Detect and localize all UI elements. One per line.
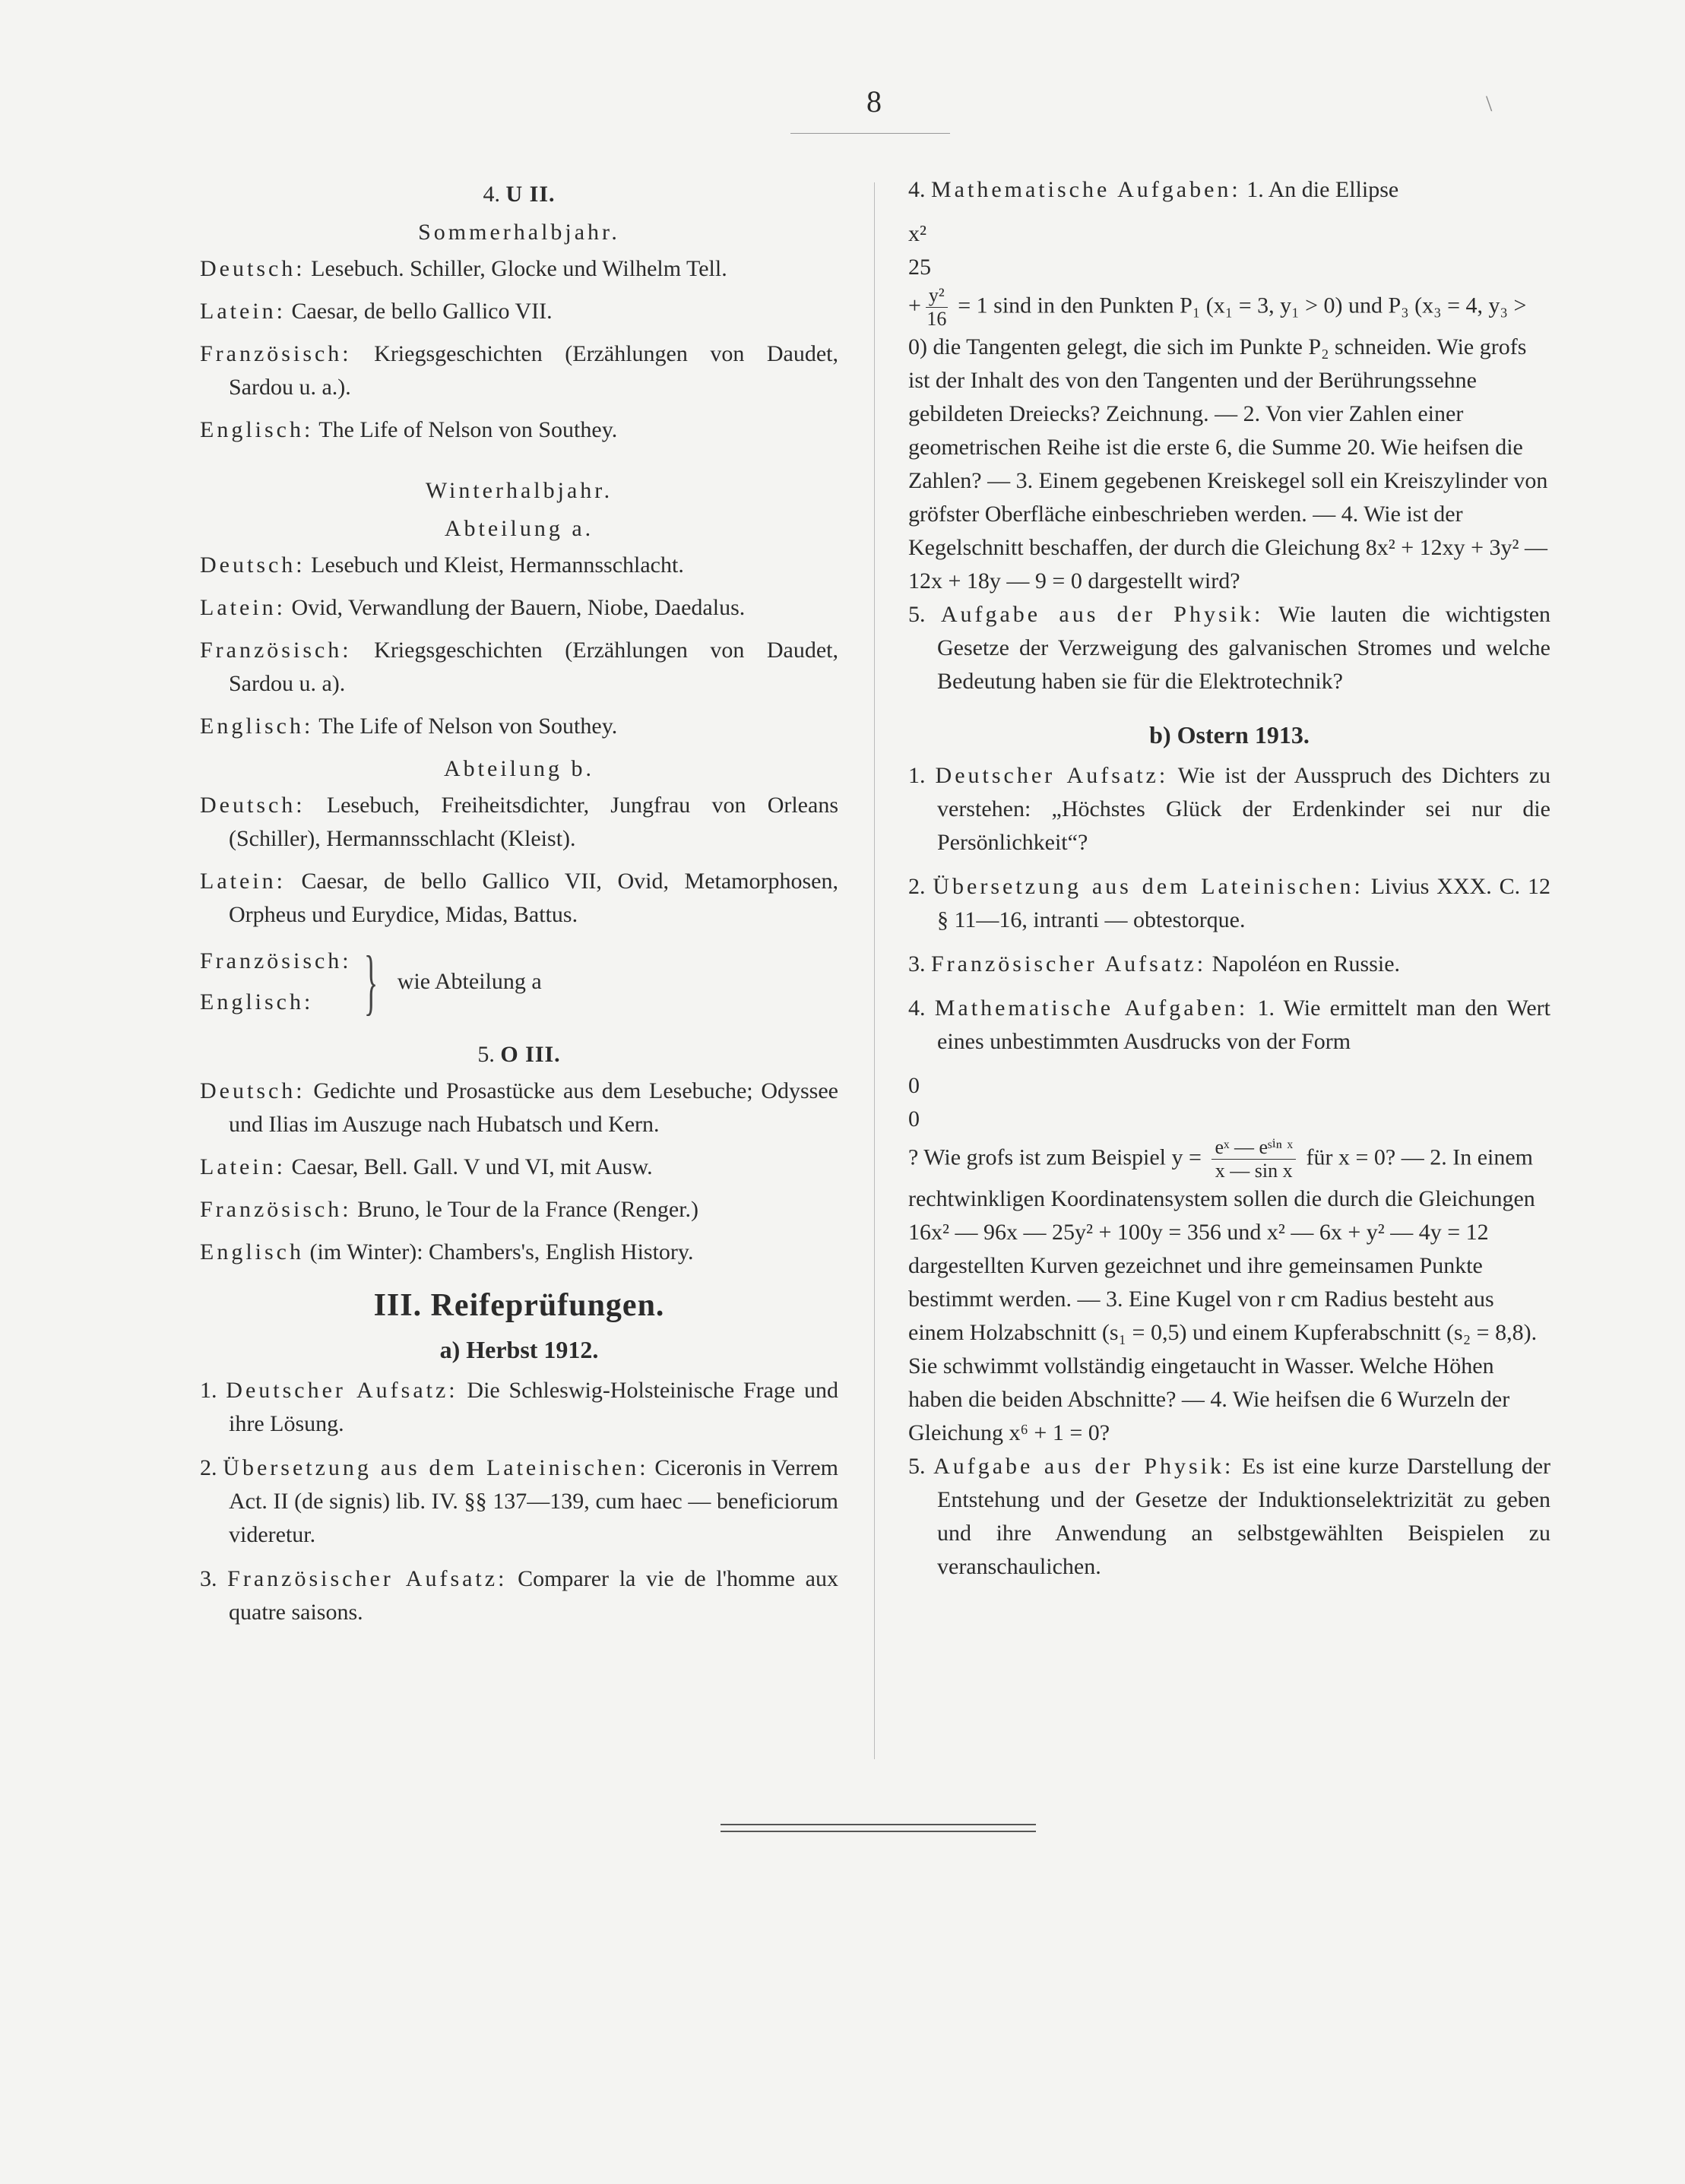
subject-label: Deutsch: <box>200 793 306 818</box>
item-text: 1. An die Ellipse <box>1240 177 1399 202</box>
item-number: 1. <box>908 763 926 788</box>
curriculum-entry <box>200 295 838 328</box>
item-text: Wie lauten die wichtigsten Gesetze der Verzweigung des galvanischen Stromes und welche Bedeutung haben sie für die Elektrotechnik? <box>937 602 1551 694</box>
item-text: = 1 sind in den Punkten P₁ (x₁ = 3, y₁ > 0) und P₃ (x₃ = 4, y₃ > 0) die Tangenten gelegt, die sich im Punkte P₂ schneiden. Wie grofs ist der Inhalt des von den Tangenten und der Berührungssehne gebildeten Dreiecks? Zeichnung. — 2. Von vier Zahlen einer geometrischen Reihe ist die erste 6, die Summe 20. Wie heifsen die Zahlen? — 3. Einem gegebenen Kreiskegel soll ein Kreiszylinder von gröfster Oberfläche einbeschrieben werden. — 4. Wie ist der Kegelschnitt beschaffen, der durch die Gleichung 8x² + 12xy + 3y² — 12x + 18y — 9 = 0 dargestellt wird? <box>908 293 1548 593</box>
item-label: Mathematische Aufgaben: <box>931 177 1241 202</box>
fraction-numerator: y² <box>926 284 948 308</box>
curriculum-entry <box>200 252 838 286</box>
item-text: ? Wie grofs ist zum Beispiel y = <box>908 1144 1202 1170</box>
division-heading: Abteilung a. <box>444 516 594 541</box>
section-number: 4. <box>483 182 500 207</box>
item-number: 2. <box>908 874 926 899</box>
exam-item <box>908 870 1550 937</box>
exam-item <box>200 1374 838 1441</box>
item-number: 5. <box>908 1454 926 1479</box>
item-number: 3. <box>200 1566 217 1591</box>
item-number: 5. <box>908 602 926 627</box>
curriculum-entry <box>200 591 838 625</box>
fraction-denominator: 0 <box>908 1106 920 1132</box>
curriculum-entry <box>200 413 838 447</box>
curriculum-entry <box>200 1075 838 1141</box>
subject-label: Französisch: <box>200 1197 352 1222</box>
subject-label: Französisch: <box>200 341 352 366</box>
exam-item <box>200 1451 838 1552</box>
fraction-denominator: 16 <box>926 308 947 330</box>
subject-label: Französisch: <box>200 948 352 973</box>
footer-rule <box>721 1824 1036 1825</box>
entry-text: Lesebuch und Kleist, Hermannsschlacht. <box>305 552 684 578</box>
item-text: für x = 0? — 2. In einem rechtwinkligen Koordinatensystem sollen die durch die Gleichungen 16x² — 96x — 25y² + 100y = 356 und x² — 6x + y² — 4y = 12 dargestellten Kurven gezeichnet und ihre gemeinsamen Punkte bestimmt werden. — 3. Eine Kugel von r cm Radius besteht aus einem Holzabschnitt (s₁ = 0,5) und einem Kupferabschnitt (s₂ = 8,8). Sie schwimmt vollständig eingetaucht in Wasser. Welche Höhen haben die beiden Abschnitte? — 4. Wie heifsen die 6 Wurzeln der Gleichung x⁶ + 1 = 0? <box>908 1144 1538 1445</box>
entry-text: Gedichte und Prosastücke aus dem Lesebuche; Odyssee und Ilias im Auszuge nach Hubatsch und Kern. <box>229 1078 838 1137</box>
item-number: 4. <box>908 995 926 1021</box>
item-text: Comparer la vie de l'homme aux quatre saisons. <box>229 1566 838 1625</box>
fraction-denominator: x — sin x <box>1215 1160 1293 1182</box>
subject-label: Englisch <box>200 1239 304 1265</box>
subject-label: Englisch: <box>200 989 314 1014</box>
subject-label: Latein: <box>200 1154 286 1179</box>
fraction <box>1211 1136 1296 1182</box>
exam-item-physics-1913 <box>908 1450 1550 1584</box>
curriculum-entry <box>200 865 838 932</box>
subject-label: Deutsch: <box>200 552 306 578</box>
left-column <box>200 173 838 1640</box>
entry-text: Caesar, de bello Gallico VII. <box>285 299 553 324</box>
item-label: Aufgabe aus der Physik: <box>940 602 1264 627</box>
item-label: Französischer Aufsatz: <box>931 951 1207 976</box>
braced-entry <box>200 941 838 1023</box>
item-text: Es ist eine kurze Darstellung der Entstehung und der Gesetze der Induktionselektrizität zu geben und ihre Anwendung an selbstgewählten Beispielen zu veranschaulichen. <box>937 1454 1551 1579</box>
subheading-herbst: a) Herbst 1912. <box>439 1336 599 1363</box>
curriculum-entry <box>200 1236 838 1269</box>
page-number: 8 <box>866 84 882 119</box>
brace-symbol: } <box>363 941 378 1022</box>
item-label: Deutscher Aufsatz: <box>935 763 1169 788</box>
entry-text: Lesebuch. Schiller, Glocke und Wilhelm Tell. <box>305 256 727 281</box>
fraction-denominator: 25 <box>908 255 931 280</box>
entry-text: The Life of Nelson von Southey. <box>313 714 618 739</box>
item-label: Mathematische Aufgaben: <box>934 995 1249 1021</box>
section-number: 5. <box>477 1042 495 1067</box>
entry-text: Ovid, Verwandlung der Bauern, Niobe, Daedalus. <box>285 595 746 620</box>
column-divider <box>874 182 875 1759</box>
item-text: Wie ist der Ausspruch des Dichters zu verstehen: „Höchstes Glück der Erdenkinder sei nur die Persönlichkeit“? <box>937 763 1550 855</box>
section-5-heading <box>200 1038 838 1071</box>
curriculum-entry <box>200 1151 838 1184</box>
class-name: U II. <box>505 182 556 207</box>
subject-label: Englisch: <box>200 417 314 442</box>
item-text: Ciceronis in Verrem Act. II (de signis) lib. IV. §§ 137—139, cum haec — beneficiorum videretur. <box>229 1455 838 1547</box>
entry-text: Kriegsgeschichten (Erzählungen von Daudet, Sardou u. a). <box>229 638 838 696</box>
item-number: 2. <box>200 1455 217 1480</box>
item-number: 4. <box>908 177 926 202</box>
fraction <box>926 284 948 331</box>
corner-mark: \ <box>1486 91 1493 116</box>
term-heading: Sommerhalbjahr. <box>418 220 620 245</box>
curriculum-entry <box>200 549 838 582</box>
class-name: O III. <box>500 1042 561 1067</box>
item-text: Livius XXX. C. 12 § 11—16, intranti — obtestorque. <box>937 874 1550 932</box>
item-label: Aufgabe aus der Physik: <box>933 1454 1234 1479</box>
fraction-numerator: eˣ — eˢⁱⁿ ˣ <box>1211 1136 1296 1160</box>
division-heading: Abteilung b. <box>444 756 594 781</box>
brace-text: wie Abteilung a <box>397 969 542 994</box>
subject-label: Latein: <box>200 869 286 894</box>
entry-text: Caesar, de bello Gallico VII, Ovid, Metamorphosen, Orpheus und Eurydice, Midas, Battus. <box>229 869 838 927</box>
entry-text: Caesar, Bell. Gall. V und VI, mit Ausw. <box>285 1154 653 1179</box>
curriculum-entry <box>200 337 838 404</box>
exam-item-math-1913 <box>908 992 1550 1059</box>
item-label: Deutscher Aufsatz: <box>226 1378 458 1403</box>
item-number: 1. <box>200 1378 217 1403</box>
header-rule <box>790 133 950 134</box>
entry-text: (im Winter): Chambers's, English History. <box>304 1239 694 1265</box>
exam-item <box>200 1562 838 1629</box>
curriculum-entry <box>200 634 838 701</box>
curriculum-entry <box>200 1193 838 1227</box>
item-label: Übersetzung aus dem Lateinischen: <box>223 1455 649 1480</box>
subject-label: Französisch: <box>200 638 352 663</box>
subject-label: Deutsch: <box>200 1078 306 1103</box>
entry-text: Bruno, le Tour de la France (Renger.) <box>351 1197 699 1222</box>
item-label: Französischer Aufsatz: <box>227 1566 508 1591</box>
exam-item <box>908 948 1550 981</box>
curriculum-entry <box>200 789 838 856</box>
item-text: 1. Wie ermittelt man den Wert eines unbestimmten Ausdrucks von der Form <box>937 995 1551 1054</box>
entry-text: Kriegsgeschichten (Erzählungen von Daudet, Sardou u. a.). <box>229 341 838 400</box>
subject-label: Latein: <box>200 299 286 324</box>
exam-item <box>908 759 1550 859</box>
fraction-numerator: x² <box>908 221 926 246</box>
right-column: 4. Mathematische Aufgaben: 1. An die Ellipse x² 25 + $\frac{\text{y²}}{16}$ = 1 sind in den Punkten P₁ (x₁ = 3, y₁ > 0) und P₃ (x₃ = 4, y₃ > 0) die Tangenten gelegt, die sich im Punkte P₂ schneiden. Wie grofs ist der Inhalt des von den Tangenten und der Berührungssehne gebildeten Dreiecks? Zeichnung. — 2. Von vier Zahlen einer geometrischen Reihe ist die erste 6, die Summe 20. Wie heifsen die Zahlen? — 3. Einem gegebenen Kreiskegel soll ein Kreiszylinder von gröfster Oberfläche einbeschrieben werden. — 4. Wie ist der Kegelschnitt beschaffen, der durch die Gleichung 8x² + 12xy + 3y² — 12x + 18y — 9 = 0 dargestellt wird? 5. Aufgabe aus der Physik: Wie lauten die wichtigsten Gesetze der Verzweigung des galvanischen Stromes und welche Bedeutung haben sie für die Elektrotechnik? b) Ostern 1913. 1. Deutscher Aufsatz: Wie ist der Ausspruch des Dichters zu verstehen: „Höchstes Glück der Erdenkinder sei nur die Persönlichkeit“? 2. Übersetzung aus dem Lateinischen: Livius XXX. C. 12 § 11—16, intranti — obtestorque. 3. Französischer Aufsatz: Napoléon en Russie. 4. Mathematische Aufgaben: 1. Wie ermittelt man den Wert eines unbestimmten Ausdrucks von der Form 0 0 ? Wie grofs ist zum Beispiel y = $\frac{\text{eˣ — eˢⁱⁿ ˣ}}{\text{x — sin x}}$ für x = 0? — 2. In einem rechtwinkligen Koordinatensystem sollen die durch die Gleichungen 16x² — 96x — 25y² + 100y = 356 und x² — 6x + y² — 4y = 12 dargestellten Kurven gezeichnet und ihre gemeinsamen Punkte bestimmt werden. — 3. Eine Kugel von r cm Radius besteht aus einem Holzabschnitt (s₁ = 0,5) und einem Kupferabschnitt (s₂ = 8,8). Sie schwimmt vollständig eingetaucht in Wasser. Welche Höhen haben die beiden Abschnitte? — 4. Wie heifsen die 6 Wurzeln der Gleichung x⁶ + 1 = 0? 5. Aufgabe aus der Physik: Es ist eine kurze Darstellung der Entstehung und der Gesetze der Induktionselektrizität zu geben und ihre Anwendung an selbstgewählten Beispielen zu veranschaulichen. <box>908 173 1550 1594</box>
entry-text: The Life of Nelson von Southey. <box>313 417 618 442</box>
term-heading: Winterhalbjahr. <box>425 478 613 503</box>
section-heading-reifepruefungen: III. Reifeprüfungen. <box>373 1288 665 1323</box>
exam-item-math-1912 <box>908 173 1550 207</box>
entry-text: Lesebuch, Freiheitsdichter, Jungfrau von Orleans (Schiller), Hermannsschlacht (Kleist). <box>229 793 838 851</box>
item-text: Die Schleswig-Holsteinische Frage und ihre Lösung. <box>229 1378 838 1436</box>
subject-label: Deutsch: <box>200 256 306 281</box>
subject-label: Latein: <box>200 595 286 620</box>
item-text: Napoléon en Russie. <box>1206 951 1401 976</box>
exam-item-physics-1912 <box>908 598 1550 698</box>
curriculum-entry <box>200 710 838 743</box>
subject-label: Englisch: <box>200 714 314 739</box>
item-number: 3. <box>908 951 926 976</box>
footer-rule <box>721 1831 1036 1832</box>
item-label: Übersetzung aus dem Lateinischen: <box>933 874 1364 899</box>
fraction-numerator: 0 <box>908 1073 920 1098</box>
subheading-ostern: b) Ostern 1913. <box>1149 721 1310 749</box>
section-4-heading <box>200 178 838 211</box>
